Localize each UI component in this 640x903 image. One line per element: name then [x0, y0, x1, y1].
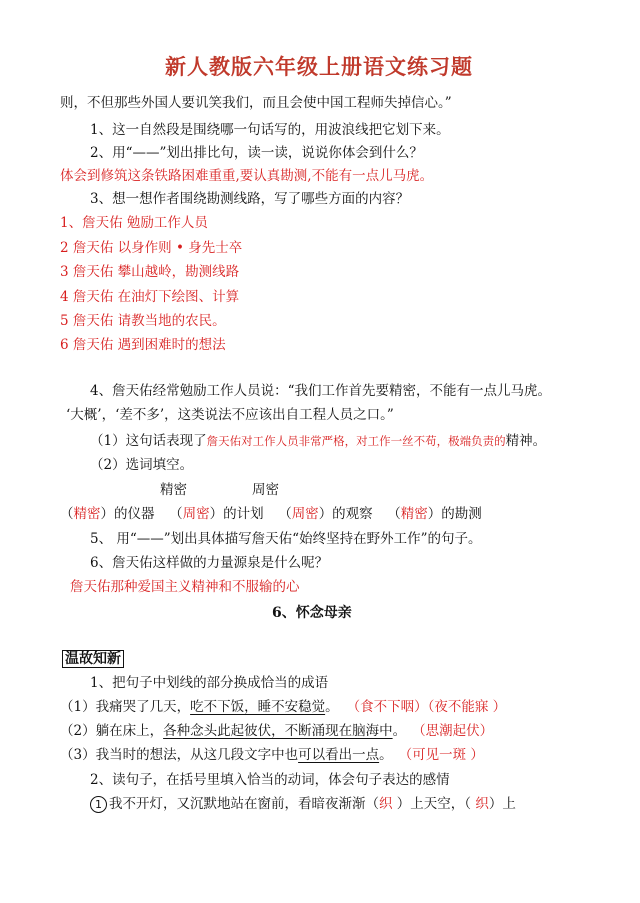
answer-2: 体会到修筑这条铁路困难重重,要认真勘测,不能有一点儿马虎。	[60, 168, 434, 184]
section-1-answer: （可见一斑 ）	[398, 747, 484, 763]
word-choice: 周密	[252, 482, 279, 498]
question-1: 1、这一自然段是围绕哪一句话写的，用波浪线把它划下来。	[90, 122, 450, 138]
circled-number: 1	[90, 796, 107, 813]
section-1-item: （2）躺在床上，各种念头此起彼伏，不断涌现在脑海中。 （思潮起伏）	[60, 723, 494, 739]
section-question-1: 1、把句子中划线的部分换成恰当的成语	[90, 675, 329, 691]
question-4-1-answer: 詹天佑对工作人员非常严格，对工作一丝不苟，极端负责的	[206, 434, 506, 448]
lesson-title: 6、怀念母亲	[272, 605, 352, 621]
question-4-1	[90, 432, 546, 450]
question-4-1-prefix: （1）这句话表现了	[90, 433, 207, 449]
section-label-wrapper	[62, 650, 124, 668]
answer-3-item: 3 詹天佑 攀山越岭，勘测线路	[60, 264, 240, 280]
question-6: 6、詹天佑这样做的力量源泉是什么呢？	[90, 555, 329, 571]
question-4-line2: ‘大概’，‘差不多’，这类说法不应该出自工程人员之口。”	[66, 407, 394, 423]
word-choice: 精密	[160, 482, 187, 498]
section-label: 温故知新	[62, 650, 124, 668]
question-4-line1: 4、詹天佑经常勉励工作人员说：“我们工作首先要精密，不能有一点儿马虎。	[90, 383, 551, 399]
page-title: 新人教版六年级上册语文练习题	[165, 54, 473, 79]
section-1-item: （3）我当时的想法，从这几段文字中也可以看出一点。 （可见一斑 ）	[60, 747, 484, 763]
answer-6: 詹天佑那种爱国主义精神和不服输的心	[70, 579, 300, 595]
answer-3-item: 1、詹天佑 勉励工作人员	[60, 215, 208, 231]
answer-3-item: 6 詹天佑 遇到困难时的想法	[60, 337, 226, 353]
fill-blank: （精密）的勘测	[387, 506, 482, 522]
question-4-1-suffix: 精神。	[505, 433, 547, 449]
question-4-2: （2）选词填空。	[90, 457, 194, 473]
answer-3-item: 5 詹天佑 请教当地的农民。	[60, 313, 226, 329]
fill-blank: （周密）的计划	[169, 506, 264, 522]
question-3: 3、想一想作者围绕勘测线路，写了哪些方面的内容？	[90, 191, 410, 207]
section-question-2: 2、读句子，在括号里填入恰当的动词，体会句子表达的感情	[90, 772, 450, 788]
question-5: 5、 用“——”划出具体描写詹天佑“始终坚持在野外工作”的句子。	[90, 531, 482, 547]
section-2-item: 1 我不开灯，又沉默地站在窗前，看暗夜渐渐（织 ）上天空，（ 织）上	[90, 795, 516, 813]
fill-blank: （周密）的观察	[278, 506, 373, 522]
intro-quote: 则，不但那些外国人要讥笑我们，而且会使中国工程师失掉信心。”	[60, 95, 452, 111]
question-2: 2、用“——”划出排比句，读一读，说说你体会到什么？	[90, 145, 423, 161]
answer-3-item: 2 詹天佑 以身作则 • 身先士卒	[60, 240, 243, 256]
answer-3-item: 4 詹天佑 在油灯下绘图、计算	[60, 289, 240, 305]
fill-blank-row	[60, 505, 482, 523]
section-1-answer: （思潮起伏）	[412, 723, 494, 739]
fill-blank: （精密）的仪器	[60, 506, 155, 522]
section-1-answer: （食不下咽）（夜不能寐 ）	[346, 699, 507, 715]
section-1-item: （1）我痛哭了几天，吃不下饭，睡不安稳觉。 （食不下咽）（夜不能寐 ）	[60, 699, 507, 715]
